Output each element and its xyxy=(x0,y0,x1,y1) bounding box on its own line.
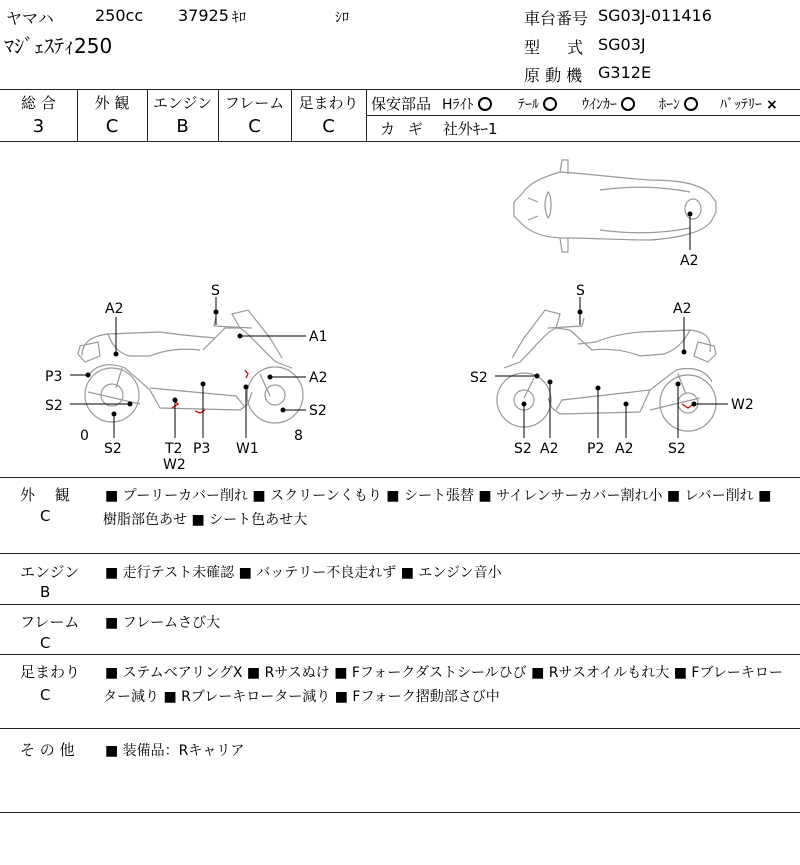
safety-item-headlight: Hﾗｲﾄ xyxy=(442,94,492,114)
engine-label: 原 動 機 xyxy=(524,66,583,85)
note-grade-suspension: C xyxy=(40,686,51,704)
type-label: 型 式 xyxy=(524,38,586,57)
damage-diagram xyxy=(0,142,800,477)
ok-mark-icon xyxy=(543,97,557,111)
label-left-w1: W1 xyxy=(236,441,259,457)
divider xyxy=(0,553,800,554)
maker: ヤマハ xyxy=(6,9,54,28)
key-label: カ ギ xyxy=(380,120,427,138)
label-right-w2: W2 xyxy=(731,397,754,413)
label-right-s2-bottom: S2 xyxy=(514,441,532,457)
note-category-exterior: 外 観 xyxy=(20,486,70,504)
note-line: ■ プーリーカバー削れ ■ スクリーンくもり ■ シート張替 ■ サイレンサーカバー割れ小 ■ レバー削れ ■ xyxy=(105,488,772,504)
divider xyxy=(366,115,800,116)
scooter-right-side-view xyxy=(497,310,716,431)
label-right-s2-side: S2 xyxy=(470,370,488,386)
note-category-suspension: 足まわり xyxy=(20,663,81,681)
grade-header-total: 総 合 xyxy=(21,94,56,112)
engine-value: G312E xyxy=(598,63,652,82)
frame-no: SG03J-011416 xyxy=(598,6,712,25)
type-value: SG03J xyxy=(598,35,646,54)
ng-mark-icon: × xyxy=(766,97,778,113)
scooter-left-side-view xyxy=(78,310,303,423)
label-left-t2: T2 xyxy=(165,441,183,457)
label-left-8: 8 xyxy=(294,428,303,444)
label-left-s2-rear: S2 xyxy=(309,403,327,419)
divider xyxy=(0,728,800,729)
note-grade-exterior: C xyxy=(40,507,51,525)
note-line: ■ 走行テスト未確認 ■ バッテリー不良走れず ■ エンジン音小 xyxy=(105,565,502,581)
mileage: 37925 xyxy=(178,6,229,25)
label-left-a2-top: A2 xyxy=(105,301,124,317)
label-top-a2: A2 xyxy=(680,253,699,269)
safety-item-horn: ﾎｰﾝ xyxy=(659,94,698,114)
safety-item-winker: ｳｲﾝｶｰ xyxy=(582,94,635,114)
safety-item-tail: ﾃｰﾙ xyxy=(518,94,557,114)
label-left-s: S xyxy=(211,283,220,299)
model-name: ﾏｼﾞｪｽﾃｨ250 xyxy=(4,34,113,58)
note-line: 樹脂部色あせ ■ シート色あせ大 xyxy=(103,512,308,528)
label-left-a1: A1 xyxy=(309,329,328,345)
safety-label: 保安部品 xyxy=(371,95,432,113)
grade-exterior: C xyxy=(105,116,119,137)
label-right-a2-mid: A2 xyxy=(615,441,634,457)
note-grade-engine: B xyxy=(40,583,51,601)
label-right-a2-top: A2 xyxy=(673,301,692,317)
divider xyxy=(366,89,367,141)
divider xyxy=(0,604,800,605)
right-view-callouts xyxy=(495,212,728,438)
label-left-p3-bottom: P3 xyxy=(193,441,211,457)
divider xyxy=(0,477,800,478)
label-left-0: 0 xyxy=(80,428,89,444)
note-grade-frame: C xyxy=(40,634,51,652)
grade-header-frame: フレーム xyxy=(224,94,285,112)
note-line: ■ フレームさび大 xyxy=(105,615,221,631)
displacement: 250cc xyxy=(95,6,144,25)
ok-mark-icon xyxy=(478,97,492,111)
note-line: ■ 装備品：Rキャリア xyxy=(105,743,245,759)
label-left-w2: W2 xyxy=(163,457,186,473)
note-category-frame: フレーム xyxy=(20,613,80,631)
divider xyxy=(0,654,800,655)
note-category-engine: エンジン xyxy=(20,563,80,581)
note-line: ■ ステムベアリングX ■ Rサスぬけ ■ Fフォークダストシールひび ■ Rサスオイルもれ大 ■ Fブレーキロー xyxy=(105,665,783,681)
label-right-s: S xyxy=(576,283,585,299)
label-right-p2: P2 xyxy=(587,441,605,457)
label-left-p3: P3 xyxy=(45,369,63,385)
note-category-other: そ の 他 xyxy=(20,741,75,759)
divider xyxy=(0,89,800,90)
key-value: 社外ｷｰ1 xyxy=(443,120,498,138)
note-line: ター減り ■ Rブレーキローター減り ■ Fフォーク摺動部さび中 xyxy=(103,689,500,705)
mileage-unit: ｷﾛ xyxy=(232,10,246,26)
grade-engine: B xyxy=(176,116,189,137)
grade-frame: C xyxy=(248,116,261,137)
scooter-top-view xyxy=(514,160,716,252)
label-left-s2-bottom: S2 xyxy=(104,441,122,457)
label-right-a2-bottom: A2 xyxy=(540,441,559,457)
safety-item-battery: ﾊﾞｯﾃﾘｰ × xyxy=(720,97,778,113)
damage-marks xyxy=(172,370,694,413)
label-left-a2-rear: A2 xyxy=(309,370,328,386)
grade-header-suspension: 足まわり xyxy=(298,94,359,112)
grade-total: 3 xyxy=(32,116,45,137)
grade-suspension: C xyxy=(322,116,335,137)
grade-header-exterior: 外 観 xyxy=(94,94,130,112)
ok-mark-icon xyxy=(684,97,698,111)
ok-mark-icon xyxy=(621,97,635,111)
frame-no-label: 車台番号 xyxy=(524,9,589,28)
body-color: ｼﾛ xyxy=(335,10,349,26)
label-right-s2-rear: S2 xyxy=(668,441,686,457)
divider xyxy=(0,812,800,813)
grade-header-engine: エンジン xyxy=(152,94,213,112)
label-left-s2-side: S2 xyxy=(45,398,63,414)
